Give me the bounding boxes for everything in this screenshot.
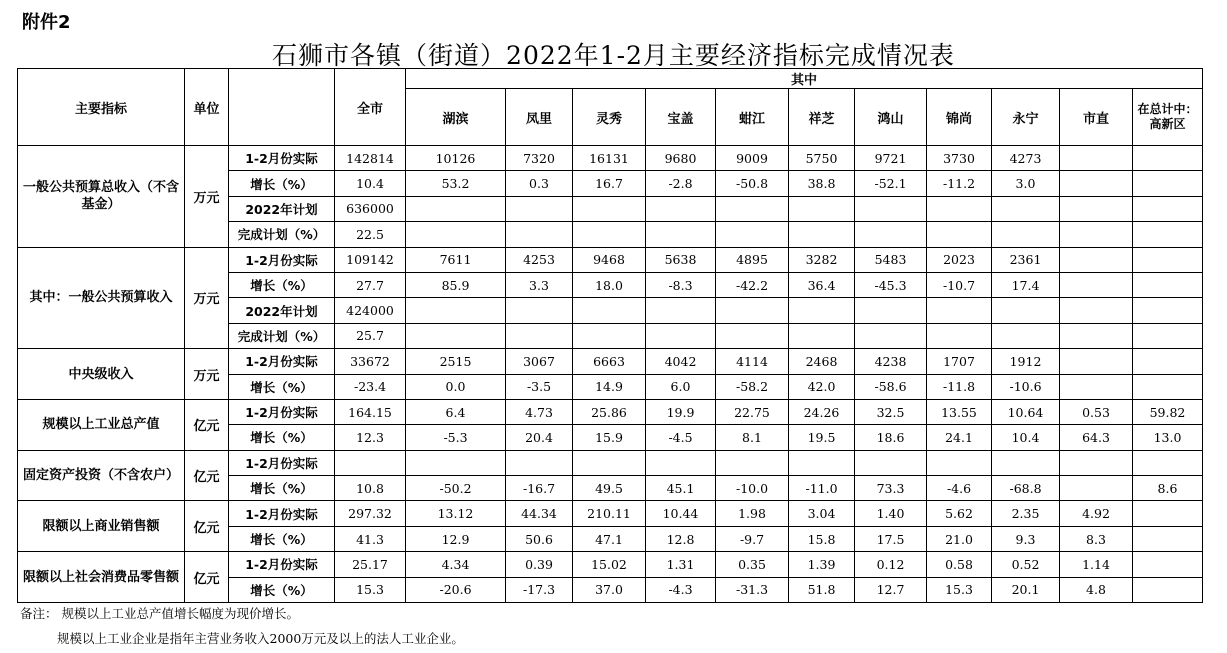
value-cell: 5638 — [646, 247, 716, 272]
value-cell: 8.1 — [716, 425, 789, 450]
value-cell — [1060, 476, 1133, 501]
value-cell: 10.8 — [335, 476, 406, 501]
value-cell — [1133, 146, 1203, 171]
value-cell: -23.4 — [335, 374, 406, 399]
table-row — [18, 349, 1203, 374]
value-cell: 4114 — [716, 349, 789, 374]
value-cell: 0.39 — [506, 552, 573, 577]
value-cell: -11.0 — [789, 476, 855, 501]
value-cell — [927, 222, 992, 247]
sub-indicator-label: 1-2月份实际 — [229, 501, 335, 526]
value-cell: 18.6 — [855, 425, 927, 450]
value-cell: 41.3 — [335, 526, 406, 551]
value-cell: 4253 — [506, 247, 573, 272]
value-cell: -58.6 — [855, 374, 927, 399]
value-cell: 53.2 — [406, 171, 506, 196]
value-cell — [573, 298, 646, 323]
header-row-1 — [18, 69, 1203, 89]
indicator-name: 限额以上社会消费品零售额 — [18, 552, 185, 603]
table-row — [18, 146, 1203, 171]
value-cell: 12.9 — [406, 526, 506, 551]
value-cell — [573, 196, 646, 221]
value-cell: -4.6 — [927, 476, 992, 501]
value-cell: 1.31 — [646, 552, 716, 577]
value-cell: 15.8 — [789, 526, 855, 551]
note-line-1: 备注： 规模以上工业总产值增长幅度为现价增长。 — [20, 606, 299, 621]
value-cell — [506, 298, 573, 323]
sub-indicator-label: 1-2月份实际 — [229, 146, 335, 171]
value-cell — [716, 196, 789, 221]
value-cell — [716, 450, 789, 475]
value-cell: 19.9 — [646, 399, 716, 424]
value-cell — [1060, 171, 1133, 196]
sub-indicator-label: 增长（%） — [229, 272, 335, 297]
value-cell — [1133, 552, 1203, 577]
value-cell: 8.6 — [1133, 476, 1203, 501]
value-cell: -42.2 — [716, 272, 789, 297]
value-cell — [335, 450, 406, 475]
value-cell — [855, 196, 927, 221]
page-title: 石狮市各镇（街道）2022年1-2月主要经济指标完成情况表 — [272, 41, 955, 70]
sub-indicator-label: 增长（%） — [229, 476, 335, 501]
value-cell: 10126 — [406, 146, 506, 171]
value-cell — [1133, 222, 1203, 247]
indicator-unit: 万元 — [185, 247, 229, 349]
value-cell: -50.2 — [406, 476, 506, 501]
value-cell — [855, 450, 927, 475]
value-cell: -58.2 — [716, 374, 789, 399]
value-cell — [1133, 272, 1203, 297]
value-cell: -10.7 — [927, 272, 992, 297]
value-cell: -31.3 — [716, 577, 789, 602]
value-cell: -5.3 — [406, 425, 506, 450]
value-cell — [789, 450, 855, 475]
value-cell: 142814 — [335, 146, 406, 171]
value-cell: 25.7 — [335, 323, 406, 348]
value-cell: 15.3 — [335, 577, 406, 602]
value-cell — [646, 196, 716, 221]
indicator-name: 固定资产投资（不含农户） — [18, 450, 185, 501]
value-cell: 1.40 — [855, 501, 927, 526]
value-cell — [716, 298, 789, 323]
indicator-unit: 亿元 — [185, 552, 229, 603]
header-high-tech: 在总计中：高新区 — [1133, 89, 1203, 146]
sub-indicator-label: 1-2月份实际 — [229, 399, 335, 424]
value-cell: 0.0 — [406, 374, 506, 399]
value-cell — [1133, 374, 1203, 399]
value-cell: 12.7 — [855, 577, 927, 602]
sub-indicator-label: 2022年计划 — [229, 298, 335, 323]
value-cell: 3.3 — [506, 272, 573, 297]
value-cell — [1060, 247, 1133, 272]
sub-indicator-label: 增长（%） — [229, 171, 335, 196]
value-cell: 164.15 — [335, 399, 406, 424]
value-cell — [927, 196, 992, 221]
value-cell: 2515 — [406, 349, 506, 374]
value-cell — [789, 323, 855, 348]
sub-indicator-label: 1-2月份实际 — [229, 247, 335, 272]
value-cell — [927, 323, 992, 348]
value-cell — [506, 323, 573, 348]
header-unit: 单位 — [185, 69, 229, 146]
value-cell: 1707 — [927, 349, 992, 374]
value-cell — [855, 323, 927, 348]
table-row — [18, 399, 1203, 424]
value-cell: -50.8 — [716, 171, 789, 196]
value-cell: 0.12 — [855, 552, 927, 577]
value-cell — [406, 450, 506, 475]
header-town: 灵秀 — [573, 89, 646, 146]
table-row — [18, 552, 1203, 577]
header-town: 鸿山 — [855, 89, 927, 146]
value-cell: -9.7 — [716, 526, 789, 551]
value-cell: 19.5 — [789, 425, 855, 450]
sub-indicator-label: 2022年计划 — [229, 196, 335, 221]
header-town: 凤里 — [506, 89, 573, 146]
value-cell — [789, 298, 855, 323]
value-cell: 3.04 — [789, 501, 855, 526]
value-cell: 38.8 — [789, 171, 855, 196]
value-cell — [406, 222, 506, 247]
value-cell: 10.4 — [335, 171, 406, 196]
header-town: 锦尚 — [927, 89, 992, 146]
value-cell — [855, 222, 927, 247]
value-cell: -16.7 — [506, 476, 573, 501]
value-cell — [1133, 196, 1203, 221]
value-cell: 297.32 — [335, 501, 406, 526]
value-cell — [406, 196, 506, 221]
value-cell: 25.86 — [573, 399, 646, 424]
sub-indicator-label: 增长（%） — [229, 425, 335, 450]
indicator-unit: 亿元 — [185, 450, 229, 501]
value-cell: 36.4 — [789, 272, 855, 297]
value-cell: 47.1 — [573, 526, 646, 551]
value-cell: 424000 — [335, 298, 406, 323]
value-cell: 51.8 — [789, 577, 855, 602]
value-cell: 210.11 — [573, 501, 646, 526]
value-cell: 24.1 — [927, 425, 992, 450]
value-cell: 17.5 — [855, 526, 927, 551]
header-indicator: 主要指标 — [18, 69, 185, 146]
note-line-2: 规模以上工业企业是指年主营业务收入2000万元及以上的法人工业企业。 — [57, 631, 464, 646]
value-cell: 22.75 — [716, 399, 789, 424]
value-cell: 0.58 — [927, 552, 992, 577]
value-cell — [992, 298, 1060, 323]
value-cell: 73.3 — [855, 476, 927, 501]
value-cell: 1.98 — [716, 501, 789, 526]
value-cell: 18.0 — [573, 272, 646, 297]
value-cell: 4.34 — [406, 552, 506, 577]
value-cell — [789, 196, 855, 221]
sub-indicator-label: 增长（%） — [229, 577, 335, 602]
header-city: 全市 — [335, 69, 406, 146]
sub-indicator-label: 完成计划（%） — [229, 323, 335, 348]
value-cell: 6.4 — [406, 399, 506, 424]
attachment-label: 附件2 — [22, 12, 71, 33]
value-cell — [855, 298, 927, 323]
value-cell: 8.3 — [1060, 526, 1133, 551]
value-cell: 2.35 — [992, 501, 1060, 526]
value-cell: 1.39 — [789, 552, 855, 577]
header-blank — [229, 69, 335, 146]
value-cell: 16131 — [573, 146, 646, 171]
value-cell — [506, 450, 573, 475]
value-cell — [1060, 298, 1133, 323]
value-cell: 27.7 — [335, 272, 406, 297]
value-cell — [1060, 450, 1133, 475]
value-cell: 12.3 — [335, 425, 406, 450]
value-cell: -11.2 — [927, 171, 992, 196]
value-cell: 4.73 — [506, 399, 573, 424]
value-cell — [646, 222, 716, 247]
value-cell — [1060, 323, 1133, 348]
indicator-name: 一般公共预算总收入（不含基金） — [18, 146, 185, 248]
value-cell — [506, 196, 573, 221]
value-cell: 7320 — [506, 146, 573, 171]
value-cell — [573, 450, 646, 475]
economic-indicator-table — [17, 68, 1203, 603]
value-cell: -3.5 — [506, 374, 573, 399]
value-cell — [406, 323, 506, 348]
sub-indicator-label: 增长（%） — [229, 374, 335, 399]
value-cell: 15.02 — [573, 552, 646, 577]
value-cell: 37.0 — [573, 577, 646, 602]
value-cell: -20.6 — [406, 577, 506, 602]
value-cell: 6.0 — [646, 374, 716, 399]
indicator-unit: 万元 — [185, 146, 229, 248]
value-cell: 9721 — [855, 146, 927, 171]
value-cell — [1133, 450, 1203, 475]
value-cell: -10.0 — [716, 476, 789, 501]
value-cell: -10.6 — [992, 374, 1060, 399]
indicator-name: 限额以上商业销售额 — [18, 501, 185, 552]
value-cell: 6663 — [573, 349, 646, 374]
table-row — [18, 501, 1203, 526]
value-cell: 13.55 — [927, 399, 992, 424]
indicator-unit: 亿元 — [185, 501, 229, 552]
value-cell: 33672 — [335, 349, 406, 374]
value-cell: 4238 — [855, 349, 927, 374]
header-of-which: 其中 — [406, 69, 1203, 89]
value-cell: -68.8 — [992, 476, 1060, 501]
value-cell: 3730 — [927, 146, 992, 171]
value-cell: 20.1 — [992, 577, 1060, 602]
value-cell: 5483 — [855, 247, 927, 272]
value-cell — [646, 298, 716, 323]
table-row — [18, 247, 1203, 272]
value-cell: 12.8 — [646, 526, 716, 551]
value-cell: 4.8 — [1060, 577, 1133, 602]
value-cell — [573, 222, 646, 247]
header-town: 市直 — [1060, 89, 1133, 146]
indicator-name: 其中：一般公共预算收入 — [18, 247, 185, 349]
value-cell: 49.5 — [573, 476, 646, 501]
value-cell: 59.82 — [1133, 399, 1203, 424]
value-cell — [1060, 196, 1133, 221]
value-cell: 45.1 — [646, 476, 716, 501]
value-cell — [646, 450, 716, 475]
value-cell: 9009 — [716, 146, 789, 171]
value-cell: 9680 — [646, 146, 716, 171]
value-cell: 7611 — [406, 247, 506, 272]
value-cell: 0.53 — [1060, 399, 1133, 424]
value-cell: 3067 — [506, 349, 573, 374]
value-cell — [1133, 501, 1203, 526]
value-cell: 21.0 — [927, 526, 992, 551]
value-cell: 5.62 — [927, 501, 992, 526]
value-cell: 10.44 — [646, 501, 716, 526]
value-cell — [1060, 146, 1133, 171]
sub-indicator-label: 完成计划（%） — [229, 222, 335, 247]
value-cell: 50.6 — [506, 526, 573, 551]
value-cell — [406, 298, 506, 323]
table-row — [18, 450, 1203, 475]
value-cell: 2468 — [789, 349, 855, 374]
sub-indicator-label: 增长（%） — [229, 526, 335, 551]
value-cell: 85.9 — [406, 272, 506, 297]
value-cell — [789, 222, 855, 247]
value-cell — [1133, 247, 1203, 272]
value-cell — [1133, 526, 1203, 551]
value-cell: 64.3 — [1060, 425, 1133, 450]
value-cell: 4273 — [992, 146, 1060, 171]
value-cell: -45.3 — [855, 272, 927, 297]
value-cell: 3282 — [789, 247, 855, 272]
value-cell: -52.1 — [855, 171, 927, 196]
value-cell — [1060, 349, 1133, 374]
value-cell: 14.9 — [573, 374, 646, 399]
value-cell: 1912 — [992, 349, 1060, 374]
value-cell: 0.3 — [506, 171, 573, 196]
sub-indicator-label: 1-2月份实际 — [229, 450, 335, 475]
header-town: 祥芝 — [789, 89, 855, 146]
value-cell — [716, 222, 789, 247]
value-cell — [992, 323, 1060, 348]
value-cell — [927, 450, 992, 475]
value-cell — [992, 222, 1060, 247]
value-cell: 15.9 — [573, 425, 646, 450]
value-cell — [1133, 171, 1203, 196]
sub-indicator-label: 1-2月份实际 — [229, 349, 335, 374]
value-cell — [646, 323, 716, 348]
value-cell: 25.17 — [335, 552, 406, 577]
value-cell: 109142 — [335, 247, 406, 272]
value-cell — [1133, 577, 1203, 602]
value-cell: 10.64 — [992, 399, 1060, 424]
value-cell: 20.4 — [506, 425, 573, 450]
value-cell: 32.5 — [855, 399, 927, 424]
value-cell: -17.3 — [506, 577, 573, 602]
value-cell: 44.34 — [506, 501, 573, 526]
value-cell — [927, 298, 992, 323]
value-cell — [992, 196, 1060, 221]
value-cell: 636000 — [335, 196, 406, 221]
value-cell: 13.12 — [406, 501, 506, 526]
value-cell — [1060, 272, 1133, 297]
header-town: 蚶江 — [716, 89, 789, 146]
value-cell: 9468 — [573, 247, 646, 272]
value-cell: 42.0 — [789, 374, 855, 399]
value-cell: 0.52 — [992, 552, 1060, 577]
indicator-unit: 亿元 — [185, 399, 229, 450]
value-cell: 4042 — [646, 349, 716, 374]
value-cell: 2023 — [927, 247, 992, 272]
value-cell — [992, 450, 1060, 475]
value-cell — [716, 323, 789, 348]
value-cell: 5750 — [789, 146, 855, 171]
value-cell — [1060, 222, 1133, 247]
value-cell: 0.35 — [716, 552, 789, 577]
value-cell: 9.3 — [992, 526, 1060, 551]
indicator-name: 规模以上工业总产值 — [18, 399, 185, 450]
header-town: 湖滨 — [406, 89, 506, 146]
value-cell — [1060, 374, 1133, 399]
value-cell: 16.7 — [573, 171, 646, 196]
value-cell: 17.4 — [992, 272, 1060, 297]
value-cell — [506, 222, 573, 247]
value-cell: 13.0 — [1133, 425, 1203, 450]
value-cell: 10.4 — [992, 425, 1060, 450]
sub-indicator-label: 1-2月份实际 — [229, 552, 335, 577]
value-cell: -4.3 — [646, 577, 716, 602]
value-cell — [1133, 349, 1203, 374]
value-cell — [1133, 323, 1203, 348]
value-cell: -4.5 — [646, 425, 716, 450]
value-cell: 1.14 — [1060, 552, 1133, 577]
indicator-name: 中央级收入 — [18, 349, 185, 400]
indicator-unit: 万元 — [185, 349, 229, 400]
value-cell: 24.26 — [789, 399, 855, 424]
value-cell: -2.8 — [646, 171, 716, 196]
value-cell: 22.5 — [335, 222, 406, 247]
value-cell: 15.3 — [927, 577, 992, 602]
value-cell: 2361 — [992, 247, 1060, 272]
value-cell: 3.0 — [992, 171, 1060, 196]
value-cell: -11.8 — [927, 374, 992, 399]
header-town: 永宁 — [992, 89, 1060, 146]
header-town: 宝盖 — [646, 89, 716, 146]
value-cell: 4895 — [716, 247, 789, 272]
value-cell — [573, 323, 646, 348]
value-cell: -8.3 — [646, 272, 716, 297]
value-cell — [1133, 298, 1203, 323]
value-cell: 4.92 — [1060, 501, 1133, 526]
